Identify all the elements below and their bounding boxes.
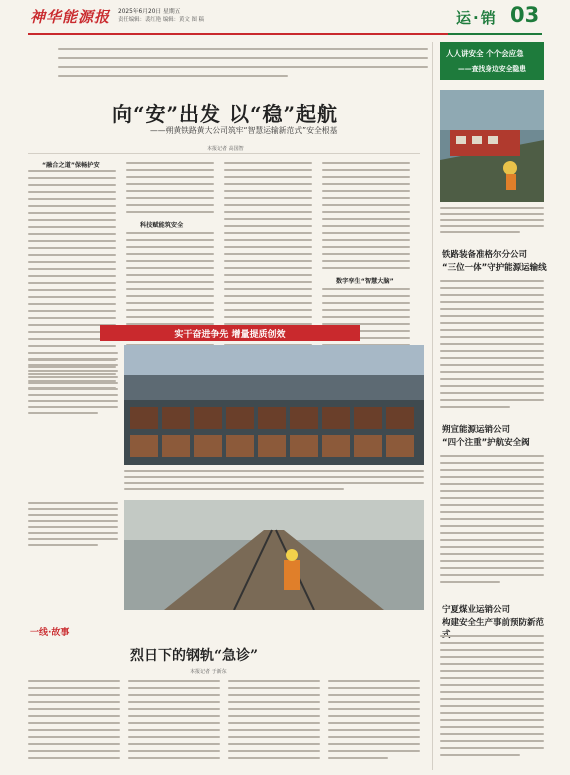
right-story-title: 铁路装备准格尔分公司 bbox=[442, 250, 528, 260]
right-story-3 bbox=[440, 603, 550, 768]
photo-caption-left-2 bbox=[28, 500, 118, 590]
ad-banner-text: 实干奋进争先 增量提质创效 bbox=[174, 330, 286, 340]
lead-subtitle: ——朔黄铁路黄大公司筑牢“智慧运输新范式”安全根基 bbox=[150, 126, 338, 135]
banner-subtitle: ——查找身边安全隐患 bbox=[458, 65, 526, 73]
bottom-story-title: 烈日下的钢轨“急诊” bbox=[130, 648, 259, 664]
masthead-editor: 责任编辑：裴红艳 编辑：黄文 图 稿 bbox=[118, 17, 205, 23]
page-number: 03 bbox=[510, 3, 540, 27]
right-story-title-2: 构建安全生产事前预防新范 bbox=[442, 618, 545, 628]
section-heading: 科技赋能筑安全 bbox=[140, 222, 184, 229]
right-story-title: 朔宣能源运销公司 bbox=[442, 425, 511, 435]
masthead-logo: 神华能源报 bbox=[30, 8, 111, 26]
ad-banner bbox=[100, 325, 360, 341]
main-photo bbox=[124, 345, 424, 465]
right-story-title: 宁夏煤业运销公司 bbox=[442, 605, 511, 615]
lead-divider bbox=[28, 153, 420, 154]
column-divider bbox=[432, 42, 433, 770]
photo-caption-left bbox=[28, 350, 118, 450]
sidebar-photo bbox=[440, 90, 544, 202]
safety-banner bbox=[440, 42, 544, 80]
second-photo bbox=[124, 500, 424, 610]
lead-byline: 本报记者 高国智 bbox=[207, 146, 244, 152]
lead-headline: 向“安”出发 以“稳”起航 bbox=[112, 102, 338, 126]
bottom-story-byline: 本报记者 于新东 bbox=[190, 669, 227, 675]
column-name: 运·销 bbox=[456, 9, 498, 27]
section-heading: 数字孪生“智慧大脑” bbox=[336, 278, 394, 285]
right-story-1 bbox=[440, 248, 550, 418]
right-story-2 bbox=[440, 423, 550, 593]
intro-paragraph bbox=[58, 44, 428, 84]
section-heading: “融合之道”保畅护安 bbox=[42, 162, 100, 169]
right-story-title-2: “三位一体”守护能源运输线 bbox=[442, 263, 547, 273]
bottom-story-body bbox=[28, 680, 423, 768]
sidebar-caption bbox=[440, 205, 544, 241]
main-photo-caption bbox=[124, 468, 424, 496]
masthead-date: 2025年6月20日 星期五 bbox=[118, 9, 181, 15]
masthead bbox=[0, 0, 570, 44]
right-story-title-2: “四个注重”护航安全阀 bbox=[442, 438, 530, 448]
masthead-rule-green bbox=[448, 33, 542, 35]
bottom-story-column: 一线·故事 bbox=[30, 628, 70, 638]
masthead-rule bbox=[28, 33, 448, 35]
banner-title: 人人讲安全 个个会应急 bbox=[446, 49, 524, 58]
